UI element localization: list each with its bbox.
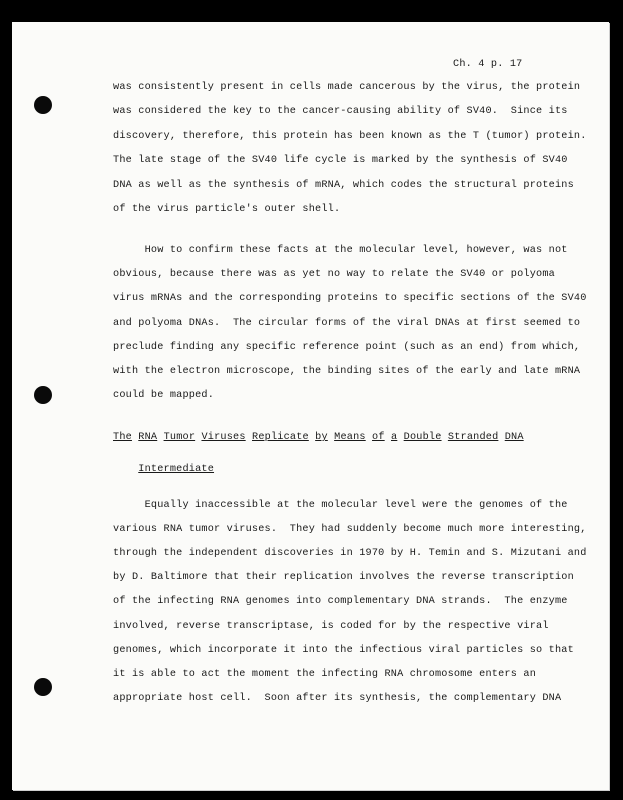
- section-heading-word: The: [113, 432, 132, 443]
- paragraph-line: appropriate host cell. Soon after its synthesis, the complementary DNA: [113, 692, 562, 704]
- paragraph-line: DNA as well as the synthesis of mRNA, which codes the structural proteins: [113, 179, 574, 191]
- paragraph-line: was consistently present in cells made cancerous by the virus, the protein: [113, 82, 581, 93]
- punch-hole-middle: [34, 386, 52, 404]
- section-heading-word: Means: [334, 432, 366, 443]
- paragraph-line: it is able to act the moment the infecting RNA chromosome enters an: [113, 668, 537, 680]
- paragraph-line: and polyoma DNAs. The circular forms of the viral DNAs at first seemed to: [113, 317, 581, 329]
- punch-hole-bottom: [34, 678, 52, 696]
- section-heading-word: Stranded: [447, 432, 499, 443]
- paragraph-line: of the infecting RNA genomes into complementary DNA strands. The enzyme: [113, 596, 568, 608]
- section-heading-word: DNA: [504, 432, 524, 443]
- section-heading-word: Replicate: [252, 432, 309, 443]
- paragraph-line: with the electron microscope, the binding sites of the early and late mRNA: [113, 366, 581, 377]
- punch-hole-top: [34, 96, 52, 114]
- section-heading-word: by: [315, 432, 328, 443]
- paragraph-line: discovery, therefore, this protein has been known as the T (tumor) protein.: [113, 130, 587, 142]
- paragraph-line: genomes, which incorporate it into the infectious viral particles so that: [113, 644, 574, 656]
- section-heading-word: Viruses: [201, 432, 246, 443]
- paragraph-line: How to confirm these facts at the molecular level, however, was not: [113, 245, 568, 256]
- paragraph-line: could be mapped.: [113, 390, 215, 402]
- paragraph-line: Equally inaccessible at the molecular level were the genomes of the: [113, 500, 568, 511]
- paragraph-line: by D. Baltimore that their replication involves the reverse transcription: [113, 572, 574, 584]
- paragraph-line: various RNA tumor viruses. They had suddenly become much more interesting,: [113, 524, 587, 536]
- paragraph-line: preclude finding any specific reference point (such as an end) from which,: [113, 341, 581, 353]
- section-heading-word: of: [372, 432, 385, 443]
- paragraph-line: was considered the key to the cancer-causing ability of SV40. Since its: [113, 106, 568, 118]
- section-heading-word: Double: [403, 432, 442, 443]
- section-heading: [113, 432, 524, 443]
- paragraph-line: involved, reverse transcriptase, is coded for by the respective viral: [113, 620, 549, 632]
- paragraph-line: of the virus particle's outer shell.: [113, 204, 341, 215]
- section-heading-word: Intermediate: [138, 464, 215, 475]
- section-heading-word: RNA: [138, 432, 158, 443]
- page-number-header: Ch. 4 p. 17: [453, 59, 523, 70]
- paragraph-line: The late stage of the SV40 life cycle is marked by the synthesis of SV40: [113, 155, 568, 167]
- section-heading-line-2: [113, 453, 214, 486]
- paragraph-line: obvious, because there was as yet no way to relate the SV40 or polyoma: [113, 269, 555, 281]
- document-page: [12, 22, 609, 790]
- section-heading-word: a: [391, 432, 398, 443]
- section-heading-word: Tumor: [163, 432, 196, 443]
- paragraph-line: through the independent discoveries in 1970 by H. Temin and S. Mizutani and: [113, 548, 587, 560]
- paragraph-line: virus mRNAs and the corresponding proteins to specific sections of the SV40: [113, 293, 587, 305]
